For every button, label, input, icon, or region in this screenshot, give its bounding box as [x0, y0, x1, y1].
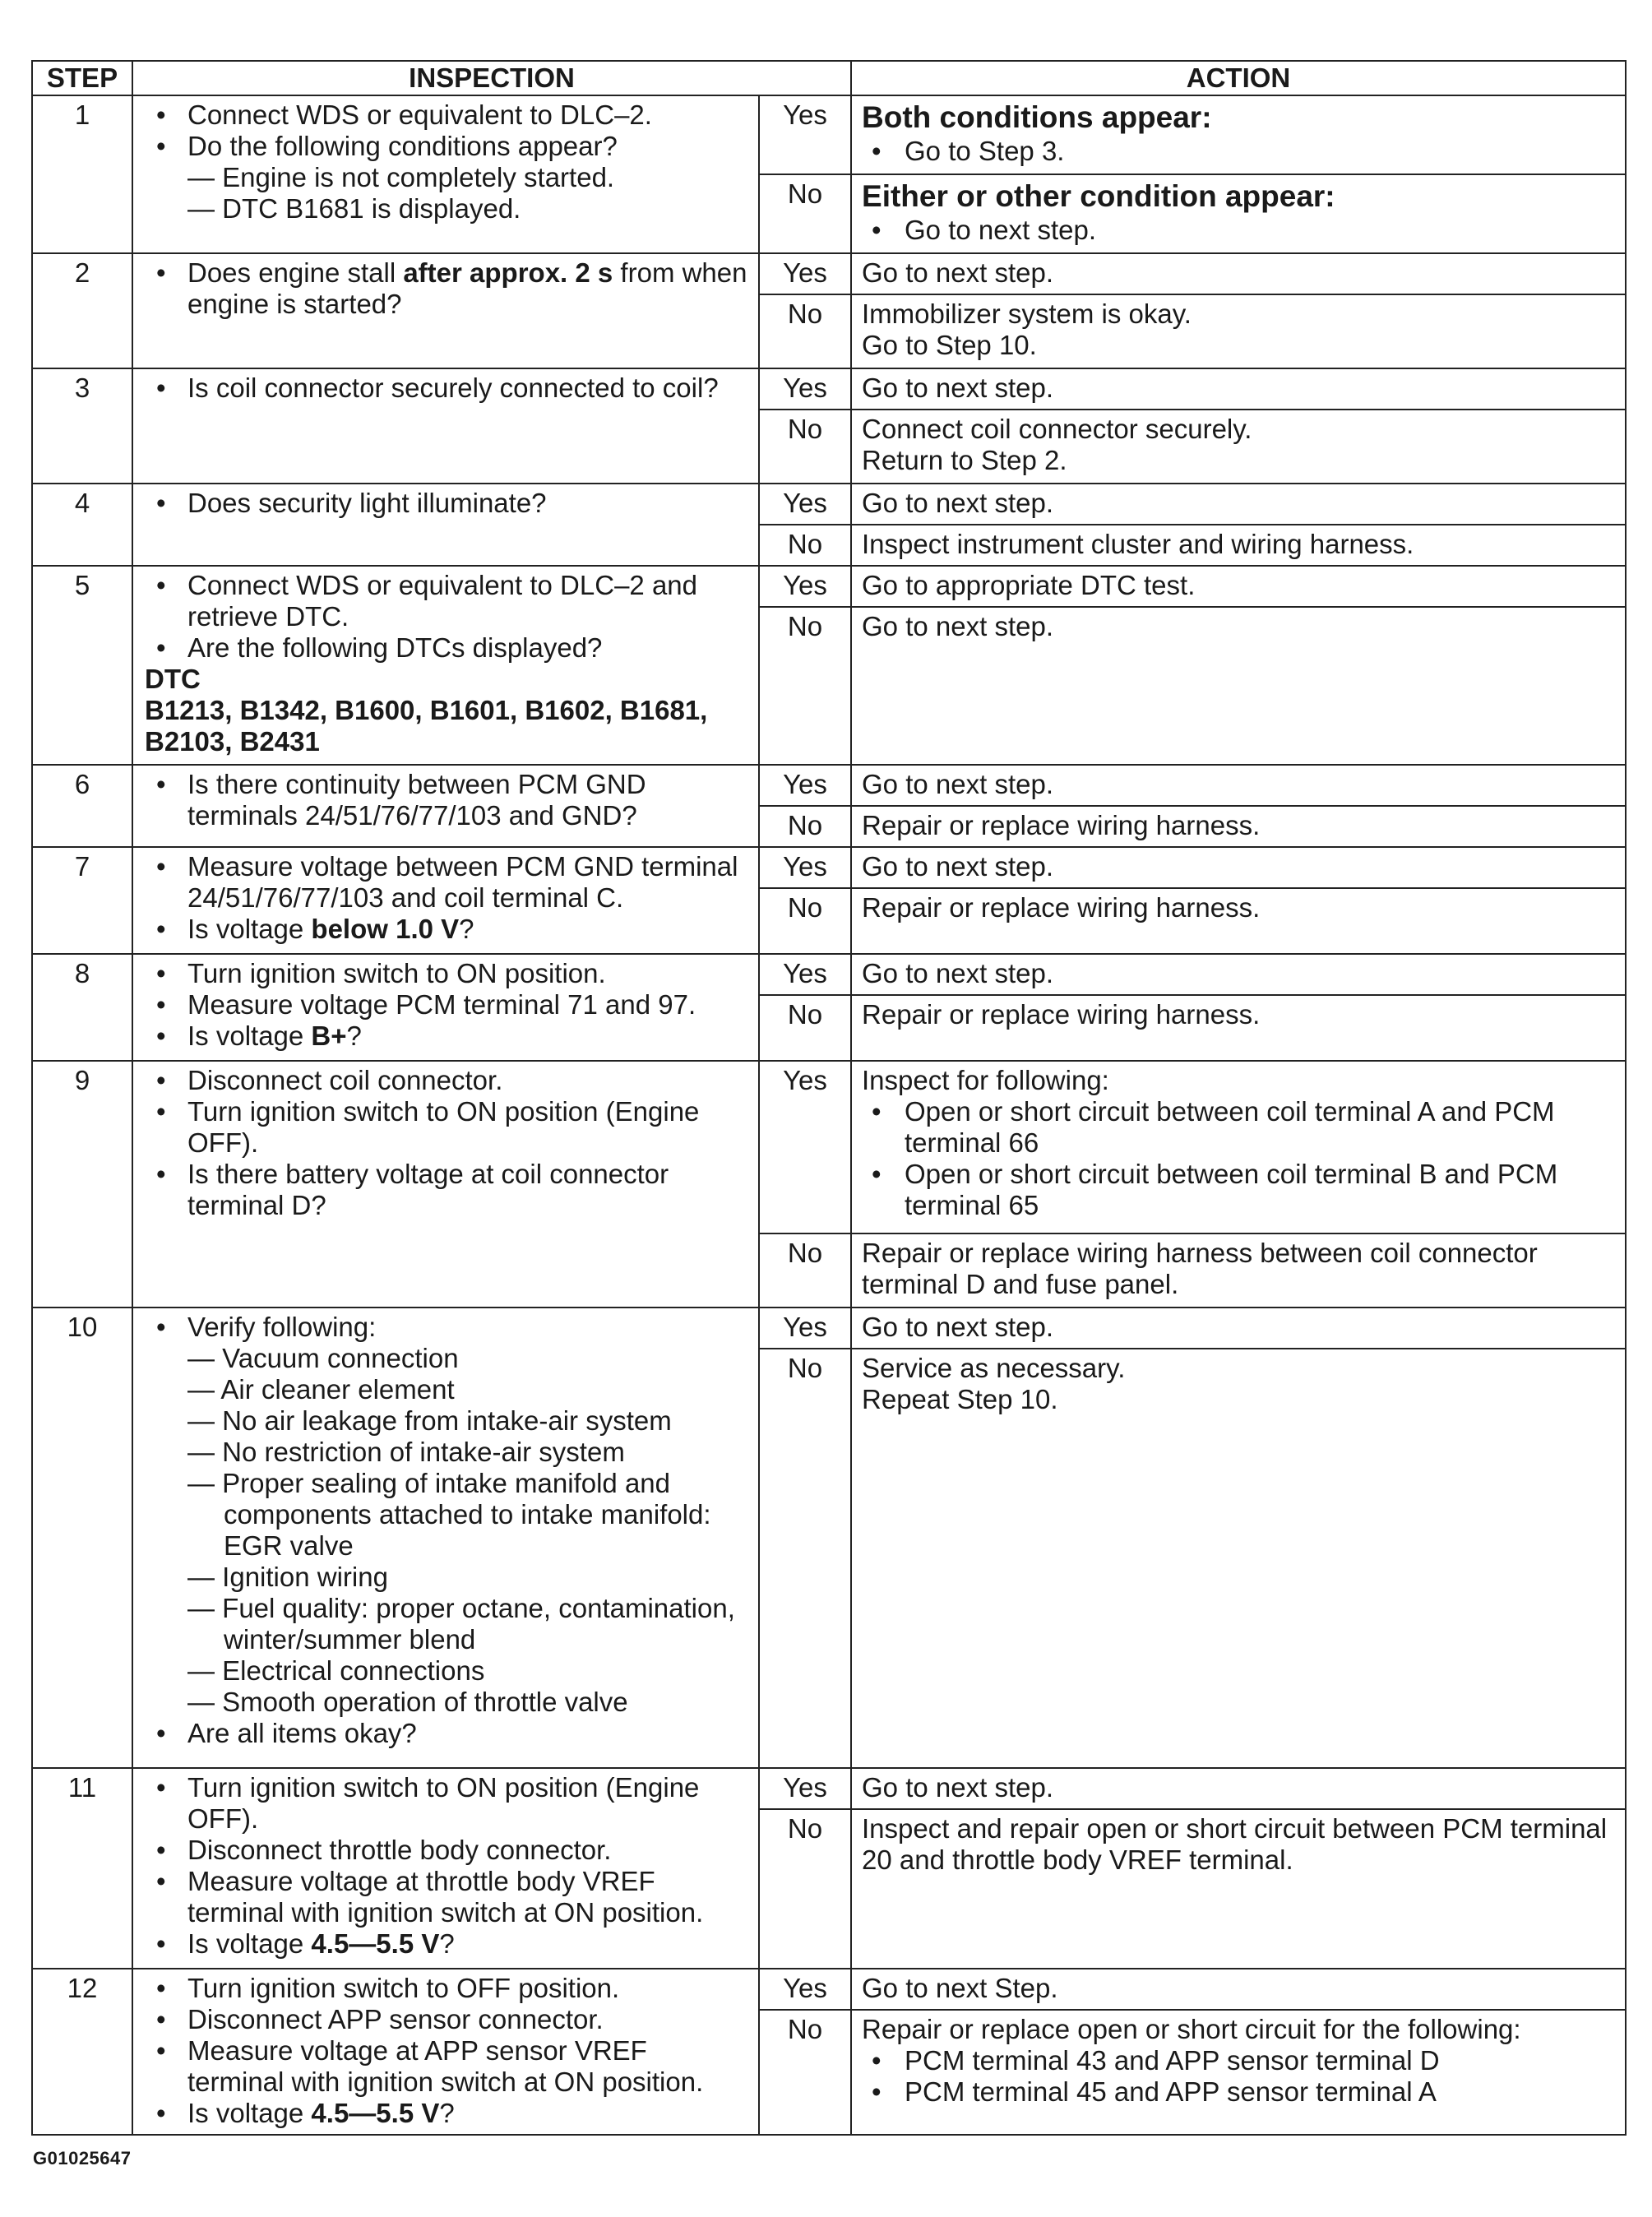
- inspection-bullet: [187, 914, 750, 945]
- action-bullet: • Go to next step.: [905, 215, 1617, 246]
- action-line: Inspect for following:: [862, 1065, 1109, 1095]
- inspection-bullet: • Does security light illuminate?: [187, 488, 750, 519]
- inspection-bullet: • Disconnect coil connector.: [187, 1065, 750, 1096]
- inspection-bullet: • Is there continuity between PCM GND terminals 24/51/76/77/103 and GND?: [187, 769, 750, 831]
- inspection-subitem: — Fuel quality: proper octane, contamination, winter/summer blend: [187, 1593, 735, 1655]
- yes-label: Yes: [759, 1061, 851, 1233]
- yes-label: Yes: [759, 954, 851, 995]
- yes-label: Yes: [759, 95, 851, 174]
- inspection-bullet: [187, 1021, 750, 1052]
- action-no: Repair or replace wiring harness.: [851, 995, 1626, 1061]
- no-label: No: [759, 1349, 851, 1768]
- action-bullet: • PCM terminal 45 and APP sensor terminal A: [905, 2076, 1617, 2108]
- yes-label: Yes: [759, 847, 851, 888]
- inspection-text: Is voltage: [187, 2098, 312, 2128]
- inspection-bullet: [187, 2098, 750, 2129]
- yes-label: Yes: [759, 1768, 851, 1809]
- inspection-cell: [132, 1768, 759, 1969]
- action-heading: Both conditions appear:: [862, 100, 1212, 134]
- action-bullet: • Open or short circuit between coil terminal A and PCM terminal 66: [905, 1096, 1617, 1159]
- inspection-bullet: • Are the following DTCs displayed?: [187, 632, 750, 664]
- table-row: [32, 1969, 1626, 2010]
- header-step: STEP: [32, 61, 132, 95]
- inspection-cell: [132, 1061, 759, 1308]
- table-row: [32, 1061, 1626, 1233]
- step-number: 5: [32, 566, 132, 765]
- step-number: 10: [32, 1308, 132, 1768]
- diagnostic-table: [31, 60, 1627, 2136]
- action-line: Service as necessary.: [862, 1353, 1126, 1383]
- action-line: Go to Step 10.: [862, 330, 1037, 360]
- inspection-cell: [132, 484, 759, 566]
- inspection-bullet: • Disconnect throttle body connector.: [187, 1835, 750, 1866]
- action-yes: [851, 95, 1626, 174]
- inspection-text: Is voltage: [187, 914, 312, 944]
- no-label: No: [759, 525, 851, 566]
- yes-label: Yes: [759, 368, 851, 410]
- inspection-subitem: — Vacuum connection: [187, 1343, 459, 1373]
- inspection-bullet: [187, 131, 750, 224]
- action-line: Connect coil connector securely.: [862, 414, 1252, 444]
- inspection-cell: [132, 95, 759, 253]
- inspection-text: Does engine stall: [187, 257, 404, 288]
- no-label: No: [759, 174, 851, 253]
- inspection-text: ?: [439, 2098, 455, 2128]
- inspection-cell: [132, 566, 759, 765]
- inspection-emphasis: 4.5—5.5 V: [311, 1928, 440, 1959]
- inspection-text: Is voltage: [187, 1928, 312, 1959]
- inspection-cell: [132, 253, 759, 368]
- action-heading: Either or other condition appear:: [862, 179, 1335, 213]
- no-label: No: [759, 2010, 851, 2135]
- inspection-subitem: — Electrical connections: [187, 1655, 485, 1686]
- inspection-emphasis: B+: [311, 1021, 347, 1051]
- inspection-subitem: — No air leakage from intake-air system: [187, 1405, 672, 1436]
- inspection-subitem: — No restriction of intake-air system: [187, 1437, 625, 1467]
- inspection-text: from when engine is started?: [187, 257, 747, 319]
- inspection-text: Is voltage: [187, 1021, 312, 1051]
- action-no: Repair or replace wiring harness between coil connector terminal D and fuse panel.: [851, 1233, 1626, 1308]
- inspection-bullet: • Measure voltage at throttle body VREF terminal with ignition switch at ON position.: [187, 1866, 750, 1928]
- action-yes: Go to next step.: [851, 484, 1626, 525]
- inspection-bullet: • Turn ignition switch to OFF position.: [187, 1973, 750, 2004]
- inspection-bullet: • Turn ignition switch to ON position.: [187, 958, 750, 989]
- inspection-bullet: • Disconnect APP sensor connector.: [187, 2004, 750, 2035]
- inspection-emphasis: 4.5—5.5 V: [311, 2098, 440, 2128]
- yes-label: Yes: [759, 765, 851, 806]
- action-yes: Go to next step.: [851, 954, 1626, 995]
- no-label: No: [759, 294, 851, 368]
- step-number: 11: [32, 1768, 132, 1969]
- inspection-cell: [132, 847, 759, 954]
- inspection-bullet: [187, 257, 750, 320]
- action-yes: Go to next step.: [851, 847, 1626, 888]
- action-no: [851, 1349, 1626, 1768]
- inspection-bullet: • Are all items okay?: [187, 1718, 750, 1749]
- inspection-subitem: — Smooth operation of throttle valve: [187, 1687, 628, 1717]
- no-label: No: [759, 1233, 851, 1308]
- action-yes: Go to next step.: [851, 1768, 1626, 1809]
- header-inspection: INSPECTION: [132, 61, 851, 95]
- action-bullet: • Open or short circuit between coil terminal B and PCM terminal 65: [905, 1159, 1617, 1221]
- inspection-bullet: [187, 1312, 750, 1718]
- inspection-cell: [132, 1308, 759, 1768]
- inspection-text: Verify following:: [187, 1312, 377, 1342]
- action-no: Repair or replace wiring harness.: [851, 806, 1626, 847]
- table-row: [32, 253, 1626, 294]
- action-line: Repair or replace open or short circuit for the following:: [862, 2014, 1521, 2044]
- inspection-subitem: — Engine is not completely started.: [187, 162, 615, 192]
- inspection-cell: [132, 765, 759, 847]
- inspection-bullet: • Measure voltage PCM terminal 71 and 97.: [187, 989, 750, 1021]
- inspection-emphasis: after approx. 2 s: [403, 257, 613, 288]
- action-no: [851, 2010, 1626, 2135]
- inspection-text: Do the following conditions appear?: [187, 131, 618, 161]
- yes-label: Yes: [759, 253, 851, 294]
- header-action: ACTION: [851, 61, 1626, 95]
- action-no: Go to next step.: [851, 607, 1626, 765]
- action-line: Repeat Step 10.: [862, 1384, 1058, 1414]
- step-number: 8: [32, 954, 132, 1061]
- no-label: No: [759, 995, 851, 1061]
- action-yes: Go to next step.: [851, 1308, 1626, 1349]
- table-row: [32, 95, 1626, 174]
- yes-label: Yes: [759, 1969, 851, 2010]
- action-no: [851, 294, 1626, 368]
- no-label: No: [759, 410, 851, 484]
- inspection-cell: [132, 1969, 759, 2135]
- action-no: Repair or replace wiring harness.: [851, 888, 1626, 954]
- table-row: [32, 954, 1626, 995]
- inspection-bullet: • Connect WDS or equivalent to DLC–2.: [187, 100, 750, 131]
- table-row: [32, 368, 1626, 410]
- figure-code: G01025647: [33, 2148, 132, 2168]
- no-label: No: [759, 888, 851, 954]
- table-row: [32, 1308, 1626, 1349]
- action-yes: [851, 1061, 1626, 1233]
- action-no: [851, 410, 1626, 484]
- inspection-text: ?: [459, 914, 474, 944]
- step-number: 3: [32, 368, 132, 484]
- action-bullet: • Go to Step 3.: [905, 136, 1617, 167]
- inspection-text: ?: [346, 1021, 362, 1051]
- step-number: 4: [32, 484, 132, 566]
- action-yes: Go to next step.: [851, 253, 1626, 294]
- dtc-label: DTC: [145, 664, 201, 694]
- no-label: No: [759, 806, 851, 847]
- step-number: 12: [32, 1969, 132, 2135]
- action-no: Inspect and repair open or short circuit between PCM terminal 20 and throttle body VREF terminal.: [851, 1809, 1626, 1969]
- inspection-bullet: • Is there battery voltage at coil connector terminal D?: [187, 1159, 750, 1221]
- inspection-subitem: — Proper sealing of intake manifold and components attached to intake manifold: EGR valve: [187, 1468, 711, 1561]
- action-line: Immobilizer system is okay.: [862, 299, 1192, 329]
- action-no: Inspect instrument cluster and wiring harness.: [851, 525, 1626, 566]
- step-number: 2: [32, 253, 132, 368]
- inspection-bullet: • Turn ignition switch to ON position (Engine OFF).: [187, 1772, 750, 1835]
- table-row: [32, 847, 1626, 888]
- inspection-bullet: • Turn ignition switch to ON position (Engine OFF).: [187, 1096, 750, 1159]
- table-row: [32, 484, 1626, 525]
- inspection-subitem: — Ignition wiring: [187, 1562, 388, 1592]
- yes-label: Yes: [759, 484, 851, 525]
- yes-label: Yes: [759, 1308, 851, 1349]
- no-label: No: [759, 1809, 851, 1969]
- action-yes: Go to next step.: [851, 765, 1626, 806]
- yes-label: Yes: [759, 566, 851, 607]
- step-number: 9: [32, 1061, 132, 1308]
- table-row: [32, 765, 1626, 806]
- step-number: 6: [32, 765, 132, 847]
- inspection-bullet: • Measure voltage at APP sensor VREF terminal with ignition switch at ON position.: [187, 2035, 750, 2098]
- inspection-bullet: • Measure voltage between PCM GND terminal 24/51/76/77/103 and coil terminal C.: [187, 851, 750, 914]
- inspection-cell: [132, 368, 759, 484]
- action-yes: Go to next step.: [851, 368, 1626, 410]
- header-row: [32, 61, 1626, 95]
- step-number: 7: [32, 847, 132, 954]
- inspection-bullet: • Connect WDS or equivalent to DLC–2 and retrieve DTC.: [187, 570, 750, 632]
- inspection-text: ?: [439, 1928, 455, 1959]
- step-number: 1: [32, 95, 132, 253]
- inspection-emphasis: below 1.0 V: [311, 914, 460, 944]
- action-line: Return to Step 2.: [862, 445, 1067, 475]
- inspection-subitem: — DTC B1681 is displayed.: [187, 193, 521, 224]
- inspection-bullet: • Is coil connector securely connected to coil?: [187, 373, 750, 404]
- action-no: [851, 174, 1626, 253]
- table-row: [32, 566, 1626, 607]
- dtc-list: B1213, B1342, B1600, B1601, B1602, B1681, B2103, B2431: [145, 695, 708, 757]
- action-yes: Go to next Step.: [851, 1969, 1626, 2010]
- inspection-bullet: [187, 1928, 750, 1960]
- no-label: No: [759, 607, 851, 765]
- action-yes: Go to appropriate DTC test.: [851, 566, 1626, 607]
- action-bullet: • PCM terminal 43 and APP sensor terminal D: [905, 2045, 1617, 2076]
- inspection-subitem: — Air cleaner element: [187, 1374, 455, 1405]
- inspection-cell: [132, 954, 759, 1061]
- table-row: [32, 1768, 1626, 1809]
